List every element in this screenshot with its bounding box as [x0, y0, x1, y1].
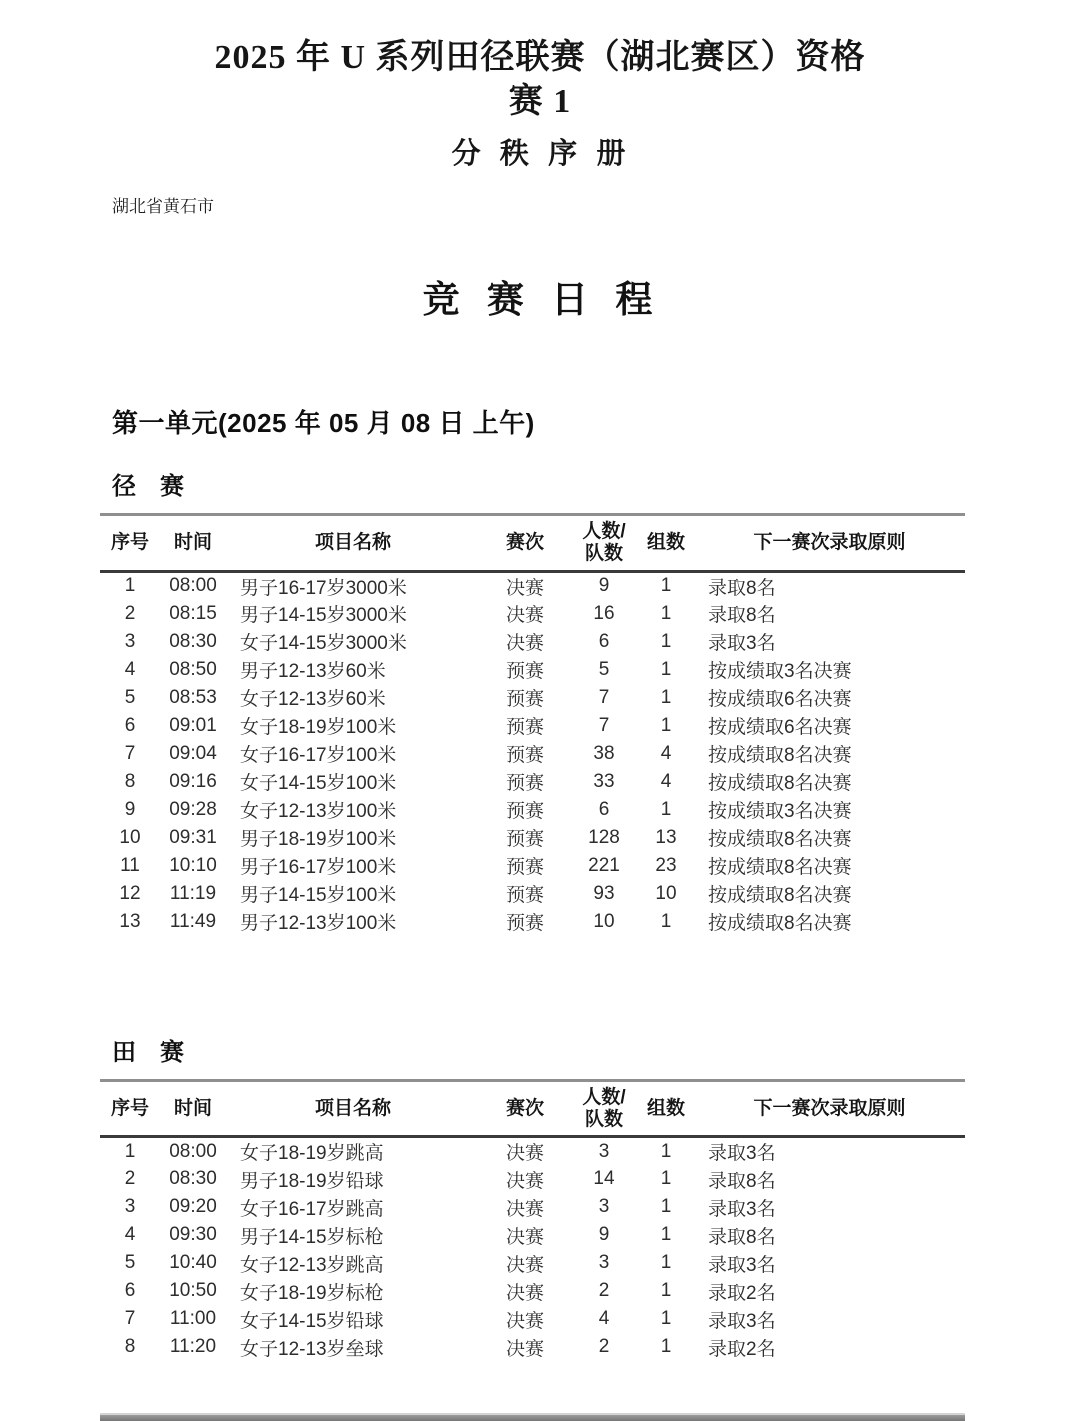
- schedule-heading: 竞 赛 日 程: [422, 280, 658, 322]
- table-row: [100, 1193, 965, 1221]
- cell-event: 女子12-13岁100米: [240, 801, 397, 823]
- cell-count: 14: [593, 1168, 615, 1190]
- table-row: [100, 684, 965, 712]
- cell-time: 11:49: [169, 910, 217, 932]
- cell-count: 16: [593, 602, 615, 624]
- cell-round: 决赛: [505, 605, 544, 627]
- table-row: [100, 908, 965, 936]
- table-row: [100, 1249, 965, 1277]
- col-header-count-line2: 队数: [584, 542, 623, 564]
- cell-time: 08:30: [169, 630, 217, 652]
- table-row: [100, 1305, 965, 1333]
- cell-count: 4: [598, 1308, 610, 1330]
- cell-groups: 1: [660, 1224, 672, 1246]
- cell-event: 男子16-17岁100米: [240, 857, 397, 879]
- cell-groups: 1: [660, 1140, 672, 1162]
- cell-principle: 按成绩取8名决赛: [708, 745, 852, 767]
- col-header-no: 序号: [100, 1080, 160, 1137]
- col-header-event: 项目名称: [226, 515, 480, 572]
- col-header-time: 时间: [160, 1080, 226, 1137]
- cell-groups: 1: [660, 575, 672, 597]
- cell-round: 预赛: [505, 773, 544, 795]
- cell-principle: 录取3名: [708, 633, 776, 655]
- cell-round: 决赛: [505, 1198, 544, 1220]
- cell-groups: 1: [660, 602, 672, 624]
- cell-round: 预赛: [505, 745, 544, 767]
- cell-principle: 按成绩取8名决赛: [708, 885, 852, 907]
- cell-principle: 按成绩取6名决赛: [708, 717, 852, 739]
- cell-principle: 按成绩取8名决赛: [708, 857, 852, 879]
- cell-groups: 4: [660, 770, 672, 792]
- cell-count: 3: [598, 1140, 610, 1162]
- cell-groups: 1: [660, 910, 672, 932]
- cell-principle: 录取2名: [708, 1282, 776, 1304]
- table-row: [100, 796, 965, 824]
- col-header-count-line1: 人数/: [582, 521, 626, 543]
- cell-principle: 按成绩取6名决赛: [708, 689, 852, 711]
- col-header-principle: 下一赛次录取原则: [694, 515, 965, 572]
- cell-no: 4: [124, 1224, 136, 1246]
- table-row: [100, 656, 965, 684]
- cell-count: 2: [598, 1280, 610, 1302]
- cell-event: 女子12-13岁垒球: [240, 1338, 384, 1360]
- cell-event: 女子14-15岁铅球: [240, 1310, 384, 1332]
- cell-principle: 按成绩取8名决赛: [708, 829, 852, 851]
- cell-time: 10:40: [169, 1252, 217, 1274]
- cell-groups: 23: [655, 854, 677, 876]
- cell-principle: 录取3名: [708, 1310, 776, 1332]
- cell-event: 男子18-19岁100米: [240, 829, 397, 851]
- col-header-groups: 组数: [638, 1080, 694, 1137]
- cell-event: 女子16-17岁跳高: [240, 1198, 384, 1220]
- cell-event: 女子14-15岁3000米: [240, 633, 407, 655]
- table-row: [100, 1221, 965, 1249]
- cell-no: 3: [124, 1196, 136, 1218]
- field-table-body: [100, 1137, 965, 1362]
- cell-time: 09:31: [169, 826, 217, 848]
- cell-count: 221: [588, 854, 620, 876]
- cell-principle: 录取2名: [708, 1338, 776, 1360]
- table-row: [100, 712, 965, 740]
- track-section-heading: 径 赛: [112, 473, 184, 501]
- cell-event: 女子18-19岁跳高: [240, 1143, 384, 1165]
- cell-principle: 录取3名: [708, 1143, 776, 1165]
- col-header-round: 赛次: [480, 1080, 570, 1137]
- cell-principle: 录取3名: [708, 1254, 776, 1276]
- document-title-line1: 2025 年 U 系列田径联赛（湖北赛区）资格: [214, 39, 866, 76]
- cell-time: 08:30: [169, 1168, 217, 1190]
- col-header-principle: 下一赛次录取原则: [694, 1080, 965, 1137]
- location-text: 湖北省黄石市: [112, 197, 214, 217]
- cell-no: 6: [124, 1280, 136, 1302]
- cell-round: 决赛: [505, 1143, 544, 1165]
- field-table-header: [100, 1080, 965, 1137]
- cell-event: 男子12-13岁60米: [240, 661, 386, 683]
- cell-round: 决赛: [505, 1170, 544, 1192]
- cell-groups: 1: [660, 1168, 672, 1190]
- cell-groups: 1: [660, 630, 672, 652]
- col-header-round: 赛次: [480, 515, 570, 572]
- cell-time: 08:00: [169, 1140, 217, 1162]
- col-header-count: [570, 1080, 638, 1137]
- cell-round: 决赛: [505, 1282, 544, 1304]
- cell-time: 10:50: [169, 1280, 217, 1302]
- table-row: [100, 628, 965, 656]
- cell-event: 男子14-15岁标枪: [240, 1226, 384, 1248]
- cell-groups: 13: [655, 826, 677, 848]
- cell-groups: 1: [660, 1336, 672, 1358]
- cell-no: 7: [124, 1308, 136, 1330]
- cell-principle: 按成绩取3名决赛: [708, 801, 852, 823]
- cell-time: 08:50: [169, 658, 217, 680]
- cell-time: 09:04: [169, 742, 217, 764]
- cell-count: 7: [598, 686, 610, 708]
- cell-no: 9: [124, 798, 136, 820]
- unit-heading: 第一单元(2025 年 05 月 08 日 上午): [112, 408, 535, 439]
- cell-principle: 录取8名: [708, 1170, 776, 1192]
- cell-count: 9: [598, 1224, 610, 1246]
- cell-groups: 1: [660, 1280, 672, 1302]
- cell-groups: 1: [660, 1308, 672, 1330]
- table-row: [100, 824, 965, 852]
- cell-time: 10:10: [169, 854, 217, 876]
- col-header-time: 时间: [160, 515, 226, 572]
- cell-round: 决赛: [505, 633, 544, 655]
- cell-round: 预赛: [505, 661, 544, 683]
- cell-principle: 录取8名: [708, 577, 776, 599]
- cell-round: 预赛: [505, 829, 544, 851]
- cell-round: 预赛: [505, 801, 544, 823]
- cell-no: 3: [124, 630, 136, 652]
- cell-count: 3: [598, 1196, 610, 1218]
- table-row: [100, 600, 965, 628]
- cell-time: 11:20: [169, 1336, 217, 1358]
- field-section-heading: 田 赛: [112, 1038, 184, 1066]
- cell-no: 13: [119, 910, 141, 932]
- table-row: [100, 880, 965, 908]
- cell-no: 1: [124, 575, 136, 597]
- cell-no: 6: [124, 714, 136, 736]
- cell-event: 女子14-15岁100米: [240, 773, 397, 795]
- page-bottom-divider: [100, 1413, 965, 1421]
- cell-time: 08:15: [169, 602, 217, 624]
- cell-time: 09:30: [169, 1224, 217, 1246]
- table-row: [100, 852, 965, 880]
- col-header-no: 序号: [100, 515, 160, 572]
- cell-event: 女子18-19岁100米: [240, 717, 397, 739]
- table-row: [100, 571, 965, 600]
- cell-event: 女子16-17岁100米: [240, 745, 397, 767]
- cell-count: 2: [598, 1336, 610, 1358]
- col-header-event: 项目名称: [226, 1080, 480, 1137]
- cell-event: 男子14-15岁100米: [240, 885, 397, 907]
- cell-count: 5: [598, 658, 610, 680]
- cell-count: 33: [593, 770, 615, 792]
- cell-groups: 4: [660, 742, 672, 764]
- cell-event: 男子16-17岁3000米: [240, 577, 407, 599]
- cell-groups: 10: [655, 882, 677, 904]
- cell-time: 08:53: [169, 686, 217, 708]
- cell-count: 6: [598, 630, 610, 652]
- field-events-table: [100, 1079, 965, 1362]
- col-header-count: [570, 515, 638, 572]
- cell-no: 8: [124, 1336, 136, 1358]
- cell-no: 8: [124, 770, 136, 792]
- cell-round: 决赛: [505, 1226, 544, 1248]
- table-row: [100, 1137, 965, 1166]
- cell-round: 预赛: [505, 717, 544, 739]
- table-row: [100, 740, 965, 768]
- cell-no: 11: [120, 854, 140, 876]
- cell-count: 6: [598, 798, 610, 820]
- cell-event: 男子18-19岁铅球: [240, 1170, 384, 1192]
- cell-principle: 按成绩取3名决赛: [708, 661, 852, 683]
- cell-no: 10: [119, 826, 141, 848]
- cell-groups: 1: [660, 658, 672, 680]
- cell-no: 5: [124, 686, 136, 708]
- cell-principle: 按成绩取8名决赛: [708, 913, 852, 935]
- cell-count: 10: [593, 910, 615, 932]
- cell-groups: 1: [660, 714, 672, 736]
- cell-no: 2: [124, 602, 136, 624]
- cell-principle: 按成绩取8名决赛: [708, 773, 852, 795]
- cell-time: 09:20: [169, 1196, 217, 1218]
- cell-time: 08:00: [169, 575, 217, 597]
- cell-time: 09:01: [169, 714, 217, 736]
- cell-round: 决赛: [505, 1310, 544, 1332]
- cell-time: 09:16: [169, 770, 217, 792]
- table-row: [100, 768, 965, 796]
- cell-groups: 1: [660, 1252, 672, 1274]
- cell-principle: 录取3名: [708, 1198, 776, 1220]
- cell-round: 决赛: [505, 1338, 544, 1360]
- cell-no: 5: [124, 1252, 136, 1274]
- document-title-line2: 赛 1: [508, 82, 572, 120]
- cell-count: 7: [598, 714, 610, 736]
- cell-round: 决赛: [505, 1254, 544, 1276]
- cell-round: 预赛: [505, 689, 544, 711]
- cell-no: 2: [124, 1168, 136, 1190]
- cell-round: 决赛: [505, 577, 544, 599]
- cell-count: 93: [593, 882, 615, 904]
- cell-no: 4: [124, 658, 136, 680]
- cell-round: 预赛: [505, 913, 544, 935]
- cell-event: 女子18-19岁标枪: [240, 1282, 384, 1304]
- cell-round: 预赛: [505, 885, 544, 907]
- track-events-table: [100, 513, 965, 936]
- cell-count: 3: [598, 1252, 610, 1274]
- cell-no: 1: [124, 1140, 136, 1162]
- cell-principle: 录取8名: [708, 1226, 776, 1248]
- table-row: [100, 1165, 965, 1193]
- cell-no: 7: [124, 742, 136, 764]
- cell-event: 女子12-13岁跳高: [240, 1254, 384, 1276]
- table-row: [100, 1277, 965, 1305]
- cell-time: 11:00: [169, 1308, 217, 1330]
- col-header-groups: 组数: [638, 515, 694, 572]
- cell-groups: 1: [660, 686, 672, 708]
- cell-count: 38: [593, 742, 615, 764]
- cell-event: 男子14-15岁3000米: [240, 605, 407, 627]
- col-header-count-line1: 人数/: [582, 1086, 626, 1108]
- track-table-header: [100, 515, 965, 572]
- table-row: [100, 1333, 965, 1361]
- col-header-count-line2: 队数: [584, 1108, 623, 1130]
- cell-round: 预赛: [505, 857, 544, 879]
- cell-count: 128: [588, 826, 620, 848]
- title-block: [0, 0, 1080, 172]
- cell-groups: 1: [660, 798, 672, 820]
- cell-event: 男子12-13岁100米: [240, 913, 397, 935]
- cell-principle: 录取8名: [708, 605, 776, 627]
- cell-no: 12: [119, 882, 141, 904]
- cell-count: 9: [598, 575, 610, 597]
- cell-event: 女子12-13岁60米: [240, 689, 386, 711]
- document-subtitle: 分 秩 序 册: [451, 138, 629, 171]
- cell-time: 11:19: [169, 882, 217, 904]
- cell-time: 09:28: [169, 798, 217, 820]
- track-table-body: [100, 571, 965, 936]
- cell-groups: 1: [660, 1196, 672, 1218]
